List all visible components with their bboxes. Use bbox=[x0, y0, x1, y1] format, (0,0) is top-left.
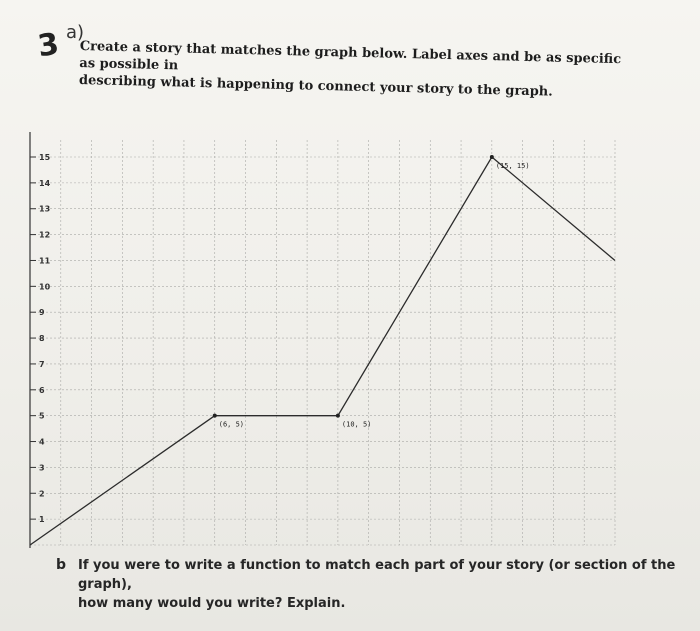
point-label: (6, 5) bbox=[218, 420, 245, 429]
y-tick-label: 3 bbox=[39, 463, 45, 473]
y-tick-label: 9 bbox=[39, 308, 45, 318]
question-b-line-2: how many would you write? Explain. bbox=[78, 596, 346, 611]
question-b bbox=[56, 556, 678, 613]
question-b-line-1: If you were to write a function to match each part of your story (or section of the graph), bbox=[78, 558, 676, 592]
data-point bbox=[213, 414, 217, 418]
problem-number: 3 bbox=[35, 26, 62, 65]
y-tick-label: 15 bbox=[39, 153, 51, 162]
y-tick-label: 1 bbox=[39, 515, 45, 525]
y-tick-label: 12 bbox=[39, 230, 51, 240]
point-label: (10, 5) bbox=[341, 420, 372, 429]
y-tick-label: 8 bbox=[39, 334, 45, 344]
point-labels bbox=[219, 162, 530, 429]
point-label: (15, 15) bbox=[495, 162, 530, 170]
y-tick-label: 5 bbox=[39, 411, 45, 421]
problem-part-label: a) bbox=[66, 22, 85, 43]
y-tick-label: 13 bbox=[39, 204, 51, 214]
y-tick-label: 6 bbox=[39, 385, 45, 395]
data-point bbox=[490, 155, 494, 159]
graph-line bbox=[30, 157, 615, 545]
y-tick-labels bbox=[30, 153, 51, 524]
y-tick-label: 2 bbox=[39, 489, 45, 499]
question-a-line-1: Create a story that matches the graph below. Label axes and be as specific as possible in bbox=[79, 38, 622, 74]
y-tick-label: 7 bbox=[39, 359, 45, 369]
data-point bbox=[336, 414, 340, 418]
question-b-marker: b bbox=[56, 557, 67, 573]
y-tick-label: 14 bbox=[39, 178, 51, 188]
y-tick-label: 4 bbox=[39, 437, 45, 447]
y-tick-label: 10 bbox=[39, 282, 51, 292]
question-a-line-2: describing what is happening to connect your story to the graph. bbox=[78, 72, 553, 100]
y-tick-label: 11 bbox=[39, 256, 51, 266]
